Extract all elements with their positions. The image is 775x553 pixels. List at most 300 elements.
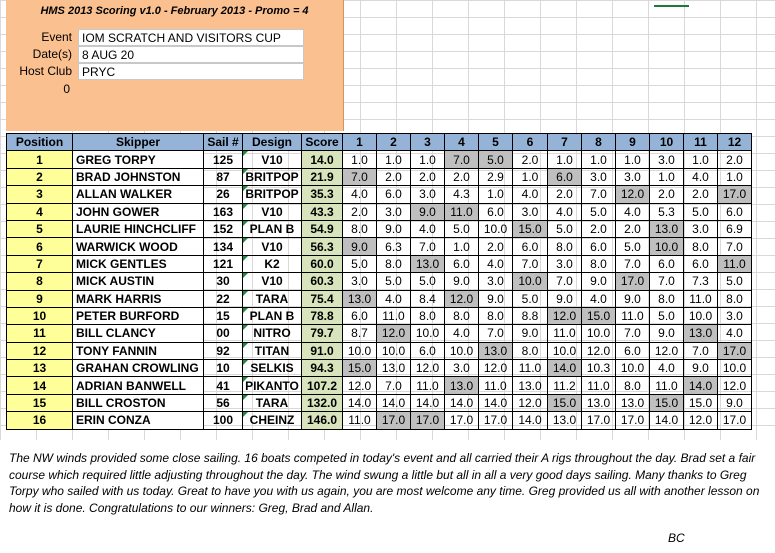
table-row [7, 342, 752, 359]
col-header-race-8: 8 [582, 134, 616, 151]
score-cell[interactable]: 56.3 [302, 238, 343, 255]
skipper-cell[interactable]: LAURIE HINCHCLIFF [73, 220, 204, 237]
race-result-cell[interactable]: 4.0 [582, 290, 616, 307]
race-result-cell[interactable]: 6.0 [718, 203, 752, 220]
skipper-cell[interactable]: WARWICK WOOD [73, 238, 204, 255]
race-result-cell[interactable]: 1.0 [513, 168, 548, 185]
col-header-skipper: Skipper [73, 134, 204, 151]
race-result-cell[interactable]: 3.0 [343, 273, 377, 290]
race-result-cell[interactable]: 13.0 [343, 290, 377, 307]
race-result-cell[interactable]: 10.0 [445, 342, 479, 359]
race-result-cell[interactable]: 15.0 [684, 394, 718, 411]
race-result-cell[interactable]: 7.0 [343, 168, 377, 185]
race-result-cell[interactable]: 17.0 [377, 412, 411, 429]
position-cell[interactable]: 15 [7, 394, 73, 411]
race-result-cell[interactable]: 11.0 [377, 307, 411, 324]
race-result-cell[interactable]: 3.0 [445, 360, 479, 377]
race-result-cell[interactable]: 8.0 [582, 255, 616, 272]
race-result-cell[interactable]: 6.0 [479, 203, 513, 220]
race-result-cell[interactable]: 15.0 [343, 360, 377, 377]
score-cell[interactable]: 14.0 [302, 151, 343, 168]
race-result-cell[interactable]: 6.0 [650, 255, 684, 272]
race-result-cell[interactable]: 13.0 [616, 394, 650, 411]
sail-number-cell[interactable]: 121 [204, 255, 243, 272]
sail-number-cell[interactable]: 30 [204, 273, 243, 290]
design-cell[interactable]: SELKIS [243, 360, 302, 377]
race-result-cell[interactable]: 3.0 [582, 168, 616, 185]
race-result-cell[interactable]: 7.0 [684, 342, 718, 359]
results-table [6, 133, 752, 430]
race-result-cell[interactable]: 9.0 [479, 290, 513, 307]
race-result-cell[interactable]: 1.0 [684, 151, 718, 168]
position-cell[interactable]: 11 [7, 325, 73, 342]
race-result-cell[interactable]: 2.0 [616, 220, 650, 237]
race-result-cell[interactable]: 3.0 [650, 151, 684, 168]
race-result-cell[interactable]: 12.0 [513, 394, 548, 411]
position-cell[interactable]: 10 [7, 307, 73, 324]
race-result-cell[interactable]: 7.0 [445, 151, 479, 168]
table-row [7, 238, 752, 255]
race-result-cell[interactable]: 6.0 [684, 255, 718, 272]
race-result-cell[interactable]: 11.0 [343, 412, 377, 429]
race-result-cell[interactable]: 5.0 [377, 273, 411, 290]
race-result-cell[interactable]: 6.0 [343, 307, 377, 324]
design-cell[interactable]: TITAN [243, 342, 302, 359]
table-row [7, 360, 752, 377]
race-result-cell[interactable]: 10.0 [377, 342, 411, 359]
report-signature: BC [668, 531, 685, 545]
position-cell[interactable]: 5 [7, 220, 73, 237]
race-result-cell[interactable]: 10.3 [582, 360, 616, 377]
skipper-cell[interactable]: TONY FANNIN [73, 342, 204, 359]
race-result-cell[interactable]: 2.0 [582, 220, 616, 237]
sail-number-cell[interactable]: 92 [204, 342, 243, 359]
design-cell[interactable]: CHEINZ [243, 412, 302, 429]
race-result-cell[interactable]: 2.9 [479, 168, 513, 185]
skipper-cell[interactable]: MICK AUSTIN [73, 273, 204, 290]
position-cell[interactable]: 12 [7, 342, 73, 359]
position-cell[interactable]: 13 [7, 360, 73, 377]
race-result-cell[interactable]: 2.0 [343, 203, 377, 220]
race-result-cell[interactable]: 6.0 [411, 342, 445, 359]
race-result-cell[interactable]: 14.0 [479, 394, 513, 411]
race-result-cell[interactable]: 10.0 [582, 325, 616, 342]
race-result-cell[interactable]: 17.0 [411, 412, 445, 429]
position-cell[interactable]: 2 [7, 168, 73, 185]
race-result-cell[interactable]: 9.0 [718, 394, 752, 411]
sail-number-cell[interactable]: 163 [204, 203, 243, 220]
race-result-cell[interactable]: 5.0 [616, 238, 650, 255]
race-result-cell[interactable]: 9.0 [411, 203, 445, 220]
race-result-cell[interactable]: 10.0 [343, 342, 377, 359]
sail-number-cell[interactable]: 134 [204, 238, 243, 255]
race-result-cell[interactable]: 13.0 [684, 325, 718, 342]
col-header-position: Position [7, 134, 73, 151]
race-result-cell[interactable]: 4.0 [411, 220, 445, 237]
race-result-cell[interactable]: 12.0 [650, 342, 684, 359]
race-result-cell[interactable]: 13.0 [411, 255, 445, 272]
race-result-cell[interactable]: 5.3 [650, 203, 684, 220]
score-cell[interactable]: 91.0 [302, 342, 343, 359]
race-result-cell[interactable]: 9.0 [650, 325, 684, 342]
race-result-cell[interactable]: 10.0 [513, 273, 548, 290]
race-result-cell[interactable]: 7.0 [411, 238, 445, 255]
skipper-cell[interactable]: ALLAN WALKER [73, 186, 204, 203]
race-result-cell[interactable]: 11.0 [411, 377, 445, 394]
race-result-cell[interactable]: 7.0 [616, 255, 650, 272]
sail-number-cell[interactable]: 15 [204, 307, 243, 324]
score-cell[interactable]: 43.3 [302, 203, 343, 220]
race-result-cell[interactable]: 11.0 [684, 290, 718, 307]
position-cell[interactable]: 3 [7, 186, 73, 203]
race-result-cell[interactable]: 14.0 [445, 394, 479, 411]
race-result-cell[interactable]: 1.0 [718, 168, 752, 185]
race-result-cell[interactable]: 5.0 [684, 203, 718, 220]
skipper-cell[interactable]: BRAD JOHNSTON [73, 168, 204, 185]
race-result-cell[interactable]: 14.0 [377, 394, 411, 411]
race-result-cell[interactable]: 12.0 [343, 377, 377, 394]
sail-number-cell[interactable]: 10 [204, 360, 243, 377]
race-result-cell[interactable]: 17.0 [718, 412, 752, 429]
race-result-cell[interactable]: 2.0 [513, 151, 548, 168]
skipper-cell[interactable]: ERIN CONZA [73, 412, 204, 429]
design-cell[interactable]: PLAN B [243, 307, 302, 324]
skipper-cell[interactable]: BILL CLANCY [73, 325, 204, 342]
race-result-cell[interactable]: 11.2 [548, 377, 582, 394]
race-result-cell[interactable]: 8.8 [513, 307, 548, 324]
race-result-cell[interactable]: 14.0 [684, 377, 718, 394]
design-cell[interactable]: V10 [243, 203, 302, 220]
race-result-cell[interactable]: 14.0 [411, 394, 445, 411]
race-result-cell[interactable]: 4.0 [684, 168, 718, 185]
skipper-cell[interactable]: BILL CROSTON [73, 394, 204, 411]
race-result-cell[interactable]: 15.0 [548, 394, 582, 411]
race-result-cell[interactable]: 5.0 [548, 220, 582, 237]
race-result-cell[interactable]: 1.0 [650, 168, 684, 185]
sail-number-cell[interactable]: 152 [204, 220, 243, 237]
table-row [7, 151, 752, 168]
race-result-cell[interactable]: 2.0 [650, 186, 684, 203]
race-result-cell[interactable]: 2.0 [718, 151, 752, 168]
race-result-cell[interactable]: 17.0 [445, 412, 479, 429]
race-result-cell[interactable]: 3.0 [616, 168, 650, 185]
race-result-cell[interactable]: 9.0 [548, 290, 582, 307]
extra-cell-value[interactable]: 0 [63, 82, 70, 96]
design-cell[interactable]: V10 [243, 238, 302, 255]
race-result-cell[interactable]: 5.0 [582, 203, 616, 220]
design-cell[interactable]: PLAN B [243, 220, 302, 237]
race-result-cell[interactable]: 17.0 [479, 412, 513, 429]
score-cell[interactable]: 132.0 [302, 394, 343, 411]
table-row [7, 186, 752, 203]
race-result-cell[interactable]: 17.0 [718, 186, 752, 203]
race-result-cell[interactable]: 13.0 [582, 394, 616, 411]
score-cell[interactable]: 79.7 [302, 325, 343, 342]
race-result-cell[interactable]: 17.0 [616, 273, 650, 290]
sail-number-cell[interactable]: 00 [204, 325, 243, 342]
col-header-race-9: 9 [616, 134, 650, 151]
race-result-cell[interactable]: 10.0 [718, 360, 752, 377]
skipper-cell[interactable]: MARK HARRIS [73, 290, 204, 307]
event-label: Event [41, 30, 72, 44]
col-header-race-10: 10 [650, 134, 684, 151]
race-result-cell[interactable]: 12.0 [445, 290, 479, 307]
race-result-cell[interactable]: 7.0 [650, 273, 684, 290]
dates-label: Date(s) [32, 47, 72, 61]
design-cell[interactable]: TARA [243, 394, 302, 411]
selected-cell-indicator[interactable] [654, 5, 689, 7]
race-result-cell[interactable]: 8.0 [343, 220, 377, 237]
race-result-cell[interactable]: 9.0 [377, 220, 411, 237]
race-result-cell[interactable]: 10.0 [616, 360, 650, 377]
race-result-cell[interactable]: 7.0 [479, 325, 513, 342]
race-result-cell[interactable]: 4.0 [718, 325, 752, 342]
score-cell[interactable]: 35.3 [302, 186, 343, 203]
score-cell[interactable]: 78.8 [302, 307, 343, 324]
race-result-cell[interactable]: 8.0 [377, 255, 411, 272]
table-row [7, 307, 752, 324]
race-result-cell[interactable]: 11.0 [479, 377, 513, 394]
position-cell[interactable]: 8 [7, 273, 73, 290]
race-result-cell[interactable]: 8.0 [684, 238, 718, 255]
race-result-cell[interactable]: 4.0 [513, 186, 548, 203]
race-result-cell[interactable]: 14.0 [650, 412, 684, 429]
sail-number-cell[interactable]: 87 [204, 168, 243, 185]
race-result-cell[interactable]: 11.0 [650, 377, 684, 394]
race-result-cell[interactable]: 13.0 [445, 377, 479, 394]
col-header-race-12: 12 [718, 134, 752, 151]
position-cell[interactable]: 9 [7, 290, 73, 307]
race-result-cell[interactable]: 17.0 [616, 412, 650, 429]
race-result-cell[interactable]: 11.0 [513, 360, 548, 377]
race-result-cell[interactable]: 9.0 [684, 360, 718, 377]
col-header-race-1: 1 [343, 134, 377, 151]
sail-number-cell[interactable]: 41 [204, 377, 243, 394]
sail-number-cell[interactable]: 125 [204, 151, 243, 168]
skipper-cell[interactable]: PETER BURFORD [73, 307, 204, 324]
race-result-cell[interactable]: 6.9 [718, 220, 752, 237]
race-result-cell[interactable]: 17.0 [718, 342, 752, 359]
position-cell[interactable]: 6 [7, 238, 73, 255]
score-cell[interactable]: 21.9 [302, 168, 343, 185]
position-cell[interactable]: 1 [7, 151, 73, 168]
race-result-cell[interactable]: 2.0 [411, 168, 445, 185]
race-result-cell[interactable]: 13.0 [548, 412, 582, 429]
race-result-cell[interactable]: 2.0 [479, 238, 513, 255]
col-header-race-2: 2 [377, 134, 411, 151]
race-result-cell[interactable]: 5.0 [718, 273, 752, 290]
race-result-cell[interactable]: 4.0 [616, 203, 650, 220]
position-cell[interactable]: 4 [7, 203, 73, 220]
event-value[interactable]: IOM SCRATCH AND VISITORS CUP [78, 29, 304, 46]
race-result-cell[interactable]: 6.0 [513, 238, 548, 255]
score-cell[interactable]: 60.3 [302, 273, 343, 290]
race-result-cell[interactable]: 7.0 [548, 273, 582, 290]
race-result-cell[interactable]: 3.0 [718, 307, 752, 324]
race-result-cell[interactable]: 13.0 [513, 377, 548, 394]
race-result-cell[interactable]: 14.0 [343, 394, 377, 411]
race-result-cell[interactable]: 12.0 [616, 186, 650, 203]
event-header-block [6, 0, 344, 131]
design-cell[interactable]: V10 [243, 273, 302, 290]
score-cell[interactable]: 60.0 [302, 255, 343, 272]
race-result-cell[interactable]: 7.0 [513, 255, 548, 272]
race-result-cell[interactable]: 5.0 [479, 151, 513, 168]
sail-number-cell[interactable]: 100 [204, 412, 243, 429]
race-result-cell[interactable]: 12.0 [411, 360, 445, 377]
race-result-cell[interactable]: 15.0 [582, 307, 616, 324]
race-result-cell[interactable]: 11.0 [548, 325, 582, 342]
race-result-cell[interactable]: 10.0 [650, 238, 684, 255]
race-result-cell[interactable]: 6.0 [582, 238, 616, 255]
position-cell[interactable]: 14 [7, 377, 73, 394]
race-result-cell[interactable]: 4.0 [548, 203, 582, 220]
race-result-cell[interactable]: 7.0 [616, 325, 650, 342]
race-result-cell[interactable]: 12.0 [582, 342, 616, 359]
race-result-cell[interactable]: 12.0 [479, 360, 513, 377]
race-result-cell[interactable]: 3.0 [411, 186, 445, 203]
race-result-cell[interactable]: 3.0 [513, 203, 548, 220]
race-result-cell[interactable]: 1.0 [343, 151, 377, 168]
race-result-cell[interactable]: 4.0 [343, 186, 377, 203]
skipper-cell[interactable]: MICK GENTLES [73, 255, 204, 272]
race-result-cell[interactable]: 6.0 [445, 255, 479, 272]
race-result-cell[interactable]: 9.0 [445, 273, 479, 290]
race-result-cell[interactable]: 11.0 [445, 203, 479, 220]
col-header-score: Score [302, 134, 343, 151]
race-result-cell[interactable]: 1.0 [616, 151, 650, 168]
race-result-cell[interactable]: 8.0 [718, 290, 752, 307]
table-row [7, 377, 752, 394]
race-result-cell[interactable]: 10.0 [479, 220, 513, 237]
design-cell[interactable]: K2 [243, 255, 302, 272]
design-cell[interactable]: PIKANTO [243, 377, 302, 394]
race-result-cell[interactable]: 6.0 [548, 168, 582, 185]
score-cell[interactable]: 146.0 [302, 412, 343, 429]
position-cell[interactable]: 16 [7, 412, 73, 429]
race-result-cell[interactable]: 2.0 [684, 186, 718, 203]
race-result-cell[interactable]: 4.0 [377, 290, 411, 307]
design-cell[interactable]: BRITPOP [243, 186, 302, 203]
race-result-cell[interactable]: 8.7 [343, 325, 377, 342]
race-result-cell[interactable]: 8.0 [479, 307, 513, 324]
race-result-cell[interactable]: 10.0 [684, 307, 718, 324]
race-result-cell[interactable]: 3.0 [684, 220, 718, 237]
race-result-cell[interactable]: 4.3 [445, 186, 479, 203]
race-result-cell[interactable]: 2.0 [377, 168, 411, 185]
race-result-cell[interactable]: 8.4 [411, 290, 445, 307]
race-result-cell[interactable]: 12.0 [718, 377, 752, 394]
race-result-cell[interactable]: 9.0 [582, 273, 616, 290]
sail-number-cell[interactable]: 22 [204, 290, 243, 307]
race-result-cell[interactable]: 3.0 [479, 273, 513, 290]
skipper-cell[interactable]: ADRIAN BANWELL [73, 377, 204, 394]
race-result-cell[interactable]: 15.0 [513, 220, 548, 237]
score-cell[interactable]: 107.2 [302, 377, 343, 394]
race-result-cell[interactable]: 11.0 [616, 307, 650, 324]
race-result-cell[interactable]: 9.0 [616, 290, 650, 307]
race-result-cell[interactable]: 7.0 [377, 377, 411, 394]
race-result-cell[interactable]: 9.0 [343, 238, 377, 255]
race-result-cell[interactable]: 13.0 [377, 360, 411, 377]
race-result-cell[interactable]: 4.0 [445, 325, 479, 342]
race-result-cell[interactable]: 4.0 [479, 255, 513, 272]
skipper-cell[interactable]: JOHN GOWER [73, 203, 204, 220]
race-result-cell[interactable]: 13.0 [479, 342, 513, 359]
race-result-cell[interactable]: 9.0 [513, 325, 548, 342]
sail-number-cell[interactable]: 56 [204, 394, 243, 411]
race-result-cell[interactable]: 14.0 [513, 412, 548, 429]
position-cell[interactable]: 7 [7, 255, 73, 272]
race-result-cell[interactable]: 10.0 [411, 325, 445, 342]
score-cell[interactable]: 54.9 [302, 220, 343, 237]
host-club-label: Host Club [19, 64, 72, 78]
skipper-cell[interactable]: GRAHAN CROWLING [73, 360, 204, 377]
race-result-cell[interactable]: 8.0 [411, 307, 445, 324]
score-cell[interactable]: 94.3 [302, 360, 343, 377]
race-result-cell[interactable]: 3.0 [377, 203, 411, 220]
race-result-cell[interactable]: 1.0 [479, 186, 513, 203]
race-result-cell[interactable]: 13.0 [650, 220, 684, 237]
race-result-cell[interactable]: 17.0 [582, 412, 616, 429]
race-result-cell[interactable]: 6.0 [377, 186, 411, 203]
race-result-cell[interactable]: 1.0 [445, 238, 479, 255]
design-cell[interactable]: V10 [243, 151, 302, 168]
race-result-cell[interactable]: 15.0 [650, 394, 684, 411]
race-result-cell[interactable]: 7.3 [684, 273, 718, 290]
race-result-cell[interactable]: 5.0 [650, 307, 684, 324]
skipper-cell[interactable]: GREG TORPY [73, 151, 204, 168]
race-result-cell[interactable]: 5.0 [411, 273, 445, 290]
race-result-cell[interactable]: 8.0 [616, 377, 650, 394]
race-result-cell[interactable]: 11.0 [718, 255, 752, 272]
race-result-cell[interactable]: 2.0 [548, 186, 582, 203]
score-cell[interactable]: 75.4 [302, 290, 343, 307]
race-result-cell[interactable]: 2.0 [445, 168, 479, 185]
race-result-cell[interactable]: 12.0 [377, 325, 411, 342]
race-result-cell[interactable]: 12.0 [684, 412, 718, 429]
race-result-cell[interactable]: 4.0 [650, 360, 684, 377]
race-result-cell[interactable]: 5.0 [445, 220, 479, 237]
race-result-cell[interactable]: 8.0 [548, 238, 582, 255]
race-result-cell[interactable]: 7.0 [718, 238, 752, 255]
design-cell[interactable]: BRITPOP [243, 168, 302, 185]
host-club-value[interactable]: PRYC [78, 63, 304, 80]
race-result-cell[interactable]: 1.0 [548, 151, 582, 168]
sail-number-cell[interactable]: 26 [204, 186, 243, 203]
race-result-cell[interactable]: 14.0 [548, 360, 582, 377]
race-result-cell[interactable]: 6.0 [616, 342, 650, 359]
dates-value[interactable]: 8 AUG 20 [78, 46, 304, 63]
race-result-cell[interactable]: 1.0 [582, 151, 616, 168]
race-result-cell[interactable]: 1.0 [411, 151, 445, 168]
race-result-cell[interactable]: 7.0 [582, 186, 616, 203]
race-result-cell[interactable]: 10.0 [548, 342, 582, 359]
race-result-cell[interactable]: 11.0 [582, 377, 616, 394]
table-row [7, 255, 752, 272]
race-result-cell[interactable]: 8.0 [650, 290, 684, 307]
race-result-cell[interactable]: 3.0 [548, 255, 582, 272]
race-result-cell[interactable]: 5.0 [343, 255, 377, 272]
race-result-cell[interactable]: 12.0 [548, 307, 582, 324]
race-result-cell[interactable]: 8.0 [445, 307, 479, 324]
race-result-cell[interactable]: 8.0 [513, 342, 548, 359]
race-result-cell[interactable]: 6.3 [377, 238, 411, 255]
race-result-cell[interactable]: 1.0 [377, 151, 411, 168]
race-result-cell[interactable]: 5.0 [513, 290, 548, 307]
design-cell[interactable]: TARA [243, 290, 302, 307]
design-cell[interactable]: NITRO [243, 325, 302, 342]
